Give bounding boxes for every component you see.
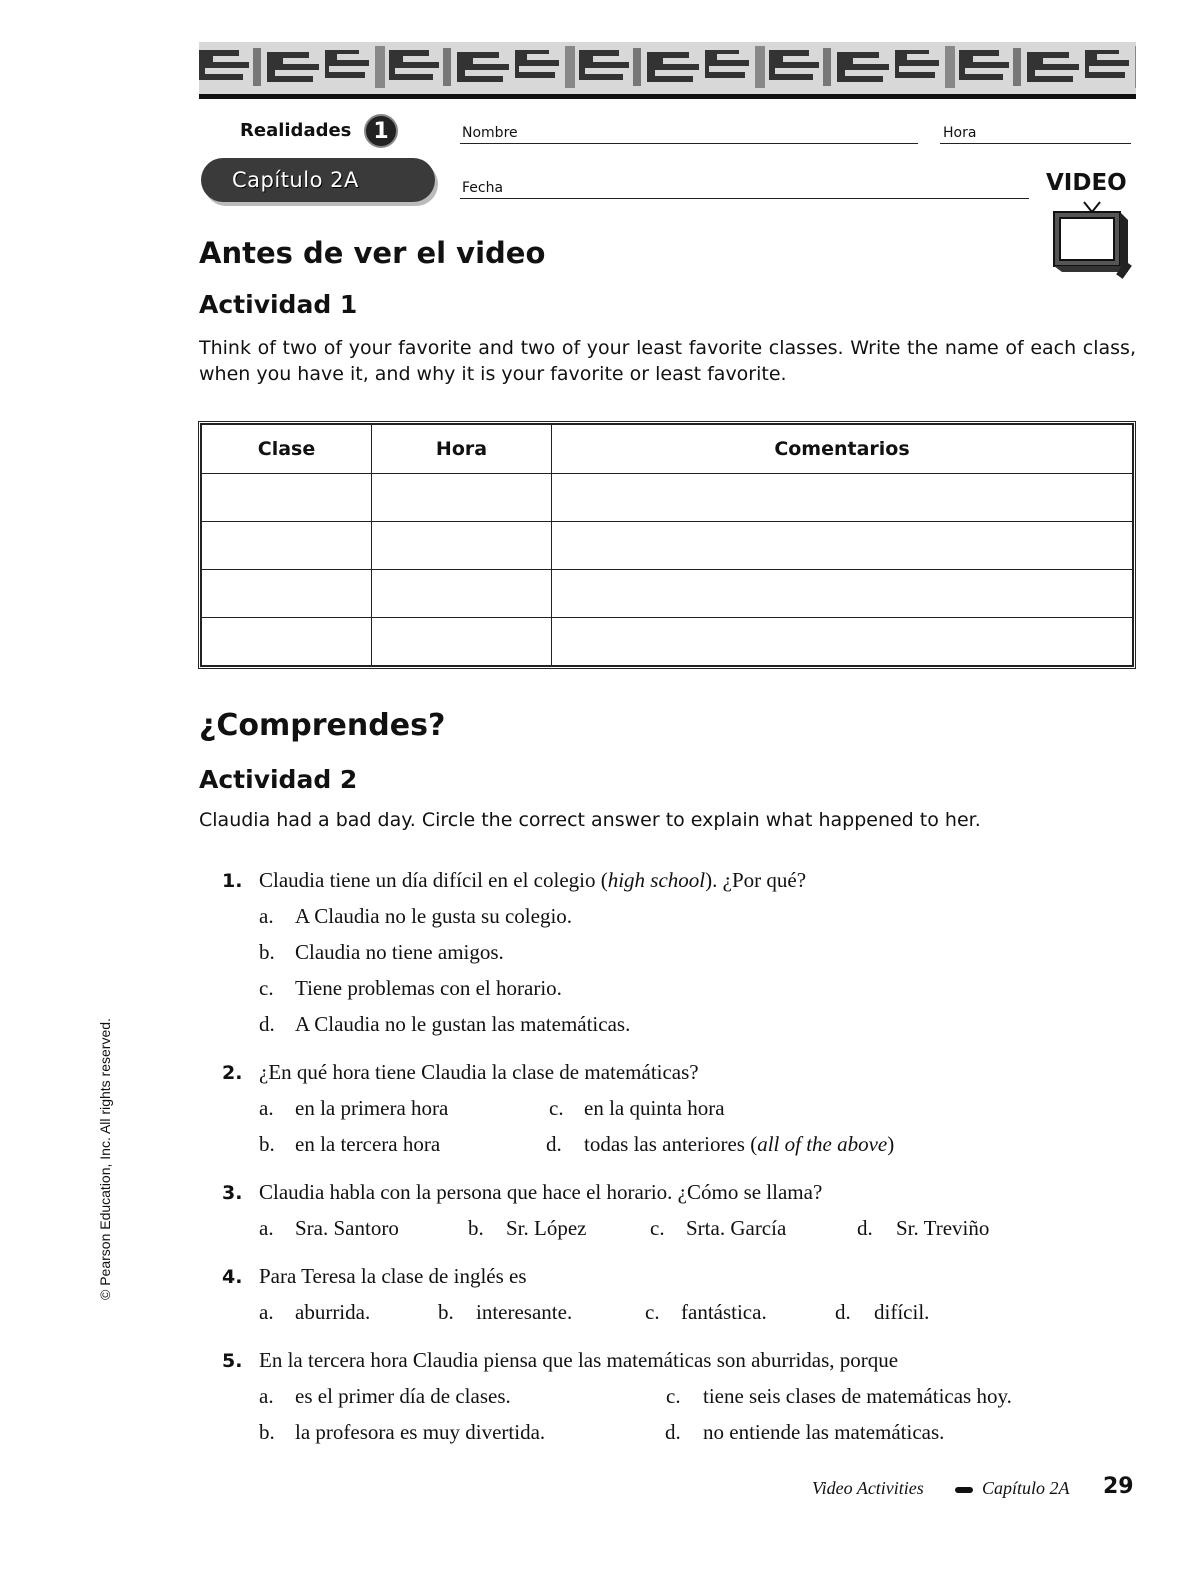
hour-label: Hora: [943, 125, 977, 141]
option-letter[interactable]: d.: [857, 1216, 873, 1240]
option-letter[interactable]: b.: [468, 1216, 484, 1240]
option-text[interactable]: Tiene problemas con el horario.: [295, 976, 562, 1000]
option-letter[interactable]: b.: [259, 940, 275, 964]
activity-2-title: Actividad 2: [199, 765, 358, 794]
option-text[interactable]: aburrida.: [295, 1300, 371, 1324]
activity-1-instructions: Think of two of your favorite and two of your least favorite classes. Write the name of each class, when you have it, and why it is your favorite or least favorite.: [199, 337, 1136, 385]
question-number: 4.: [222, 1266, 243, 1288]
table-cell[interactable]: [552, 474, 1133, 522]
option-text[interactable]: Claudia no tiene amigos.: [295, 940, 504, 964]
question-number: 2.: [222, 1062, 243, 1084]
table-cell[interactable]: [372, 522, 552, 570]
option-text[interactable]: difícil.: [874, 1300, 930, 1324]
table-cell[interactable]: [202, 522, 372, 570]
activity-2-instructions: Claudia had a bad day. Circle the correct answer to explain what happened to her.: [199, 809, 981, 831]
footer-book-title: Video Activities: [812, 1478, 924, 1498]
section-heading-antes: Antes de ver el video: [199, 236, 546, 270]
table-cell[interactable]: [202, 474, 372, 522]
option-letter[interactable]: c.: [650, 1216, 665, 1240]
hour-field[interactable]: [940, 143, 1131, 144]
option-letter[interactable]: b.: [438, 1300, 454, 1324]
option-letter[interactable]: c.: [549, 1096, 564, 1120]
option-letter[interactable]: d.: [259, 1012, 275, 1036]
section-heading-comprendes: ¿Comprendes?: [199, 708, 446, 743]
table-cell[interactable]: [552, 522, 1133, 570]
option-letter[interactable]: d.: [665, 1420, 681, 1444]
level-badge: 1: [364, 114, 398, 148]
option-text[interactable]: A Claudia no le gusta su colegio.: [295, 904, 573, 928]
option-text[interactable]: la profesora es muy divertida.: [295, 1420, 546, 1444]
date-label: Fecha: [462, 180, 504, 196]
option-letter[interactable]: a.: [259, 904, 274, 928]
option-text[interactable]: no entiende las matemáticas.: [703, 1420, 945, 1444]
footer-separator: [955, 1487, 973, 1493]
classes-table: [198, 421, 1136, 669]
table-cell[interactable]: [372, 570, 552, 618]
option-letter[interactable]: a.: [259, 1300, 274, 1324]
option-letter[interactable]: c.: [645, 1300, 660, 1324]
copyright-notice: © Pearson Education, Inc. All rights reserved.: [97, 1018, 113, 1300]
option-text[interactable]: en la quinta hora: [584, 1096, 725, 1120]
question-text: Claudia habla con la persona que hace el horario. ¿Cómo se llama?: [259, 1180, 823, 1204]
question-number: 3.: [222, 1182, 243, 1204]
option-text[interactable]: Sra. Santoro: [295, 1216, 399, 1240]
question-text: Claudia tiene un día difícil en el colegio (high school). ¿Por qué?: [259, 868, 807, 892]
option-text[interactable]: Sr. Treviño: [896, 1216, 990, 1240]
name-field[interactable]: [460, 143, 918, 144]
option-text[interactable]: en la tercera hora: [295, 1132, 441, 1156]
question-number: 1.: [222, 870, 243, 892]
option-text[interactable]: A Claudia no le gustan las matemáticas.: [295, 1012, 631, 1036]
television-icon: [1050, 200, 1140, 282]
question-text: ¿En qué hora tiene Claudia la clase de matemáticas?: [259, 1060, 699, 1084]
banner-rule: [199, 94, 1136, 99]
chapter-pill: [201, 158, 435, 202]
page-number: 29: [1103, 1474, 1134, 1499]
table-cell[interactable]: [202, 618, 372, 666]
table-row: [202, 522, 1133, 570]
option-text[interactable]: interesante.: [476, 1300, 573, 1324]
option-text[interactable]: es el primer día de clases.: [295, 1384, 511, 1408]
question-text: En la tercera hora Claudia piensa que las matemáticas son aburridas, porque: [259, 1348, 899, 1372]
option-text[interactable]: Srta. García: [686, 1216, 787, 1240]
option-letter[interactable]: d.: [835, 1300, 851, 1324]
column-header-clase: Clase: [202, 425, 372, 474]
option-letter[interactable]: a.: [259, 1096, 274, 1120]
table-row: [202, 570, 1133, 618]
table-cell[interactable]: [552, 618, 1133, 666]
column-header-hora: Hora: [372, 425, 552, 474]
option-text[interactable]: todas las anteriores (all of the above): [584, 1132, 895, 1156]
activity-1-title: Actividad 1: [199, 290, 358, 319]
chapter-label: Capítulo 2A: [232, 168, 359, 192]
option-letter[interactable]: c.: [666, 1384, 681, 1408]
option-text[interactable]: Sr. López: [506, 1216, 587, 1240]
decorative-banner: [199, 42, 1136, 94]
table-cell[interactable]: [372, 618, 552, 666]
name-label: Nombre: [462, 125, 518, 141]
question-number: 5.: [222, 1350, 243, 1372]
option-text[interactable]: fantástica.: [681, 1300, 767, 1324]
option-letter[interactable]: a.: [259, 1216, 274, 1240]
table-cell[interactable]: [202, 570, 372, 618]
table-row: [202, 474, 1133, 522]
option-letter[interactable]: d.: [546, 1132, 562, 1156]
series-title: Realidades: [240, 120, 352, 141]
table-cell[interactable]: [372, 474, 552, 522]
option-letter[interactable]: c.: [259, 976, 274, 1000]
table-row: [202, 618, 1133, 666]
option-letter[interactable]: b.: [259, 1132, 275, 1156]
question-text: Para Teresa la clase de inglés es: [259, 1264, 527, 1288]
table-cell[interactable]: [552, 570, 1133, 618]
column-header-comentarios: Comentarios: [552, 425, 1133, 474]
option-text[interactable]: en la primera hora: [295, 1096, 449, 1120]
option-letter[interactable]: b.: [259, 1420, 275, 1444]
footer-chapter: Capítulo 2A: [982, 1478, 1070, 1498]
option-letter[interactable]: a.: [259, 1384, 274, 1408]
date-field[interactable]: [460, 198, 1029, 199]
option-text[interactable]: tiene seis clases de matemáticas hoy.: [703, 1384, 1012, 1408]
section-tag: VIDEO: [1046, 170, 1127, 196]
